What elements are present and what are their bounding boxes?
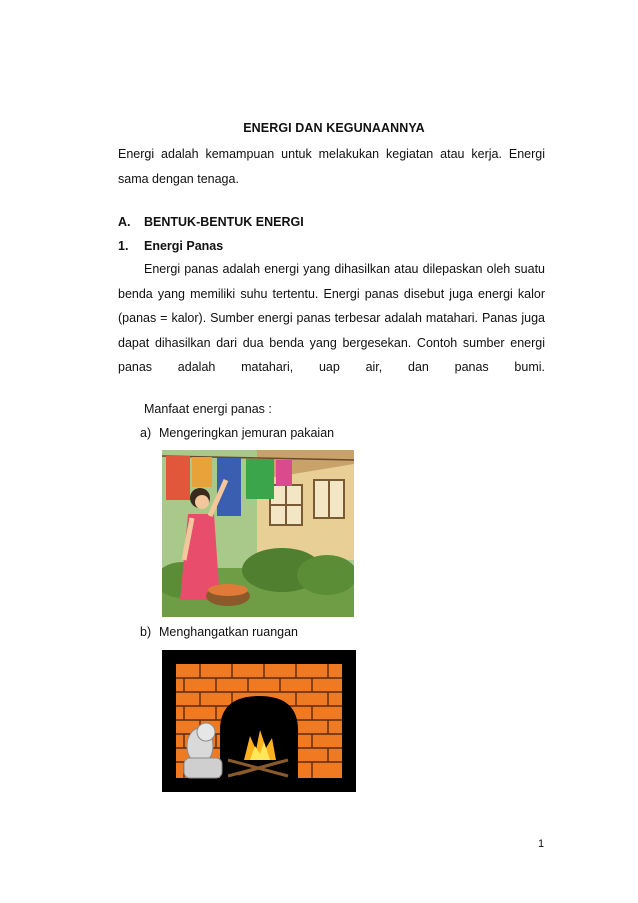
benefit-text: Mengeringkan jemuran pakaian	[159, 426, 335, 440]
fireplace-illustration	[162, 650, 356, 792]
section-marker: A.	[118, 215, 131, 229]
document-title: ENERGI DAN KEGUNAANNYA	[243, 121, 425, 135]
benefits-label: Manfaat energi panas :	[144, 402, 272, 416]
benefit-item-a	[140, 426, 334, 440]
benefit-marker: a)	[140, 426, 152, 440]
subsection-marker: 1.	[118, 239, 129, 253]
benefit-item-b	[140, 625, 298, 639]
section-label: BENTUK-BENTUK ENERGI	[144, 215, 304, 229]
benefit-text: Menghangatkan ruangan	[159, 625, 299, 639]
page-number: 1	[538, 838, 545, 850]
laundry-illustration	[162, 450, 354, 617]
body-paragraph: Energi panas adalah energi yang dihasilkan atau dilepaskan oleh suatu benda yang memiliki suhu tertentu. Energi panas disebut juga energi kalor (panas = kalor). Sumber energi panas terbesar adalah matahari. Panas juga dapat dihasilkan dari dua benda yang bergesekan. Contoh sumber energi panas adalah matahari, uap air, dan panas bumi.	[118, 262, 545, 374]
benefit-marker: b)	[140, 625, 152, 639]
subsection-label: Energi Panas	[144, 239, 224, 253]
subsection-heading	[118, 239, 223, 253]
section-heading	[118, 215, 304, 229]
intro-paragraph: Energi adalah kemampuan untuk melakukan kegiatan atau kerja. Energi sama dengan tenaga.	[118, 147, 545, 186]
